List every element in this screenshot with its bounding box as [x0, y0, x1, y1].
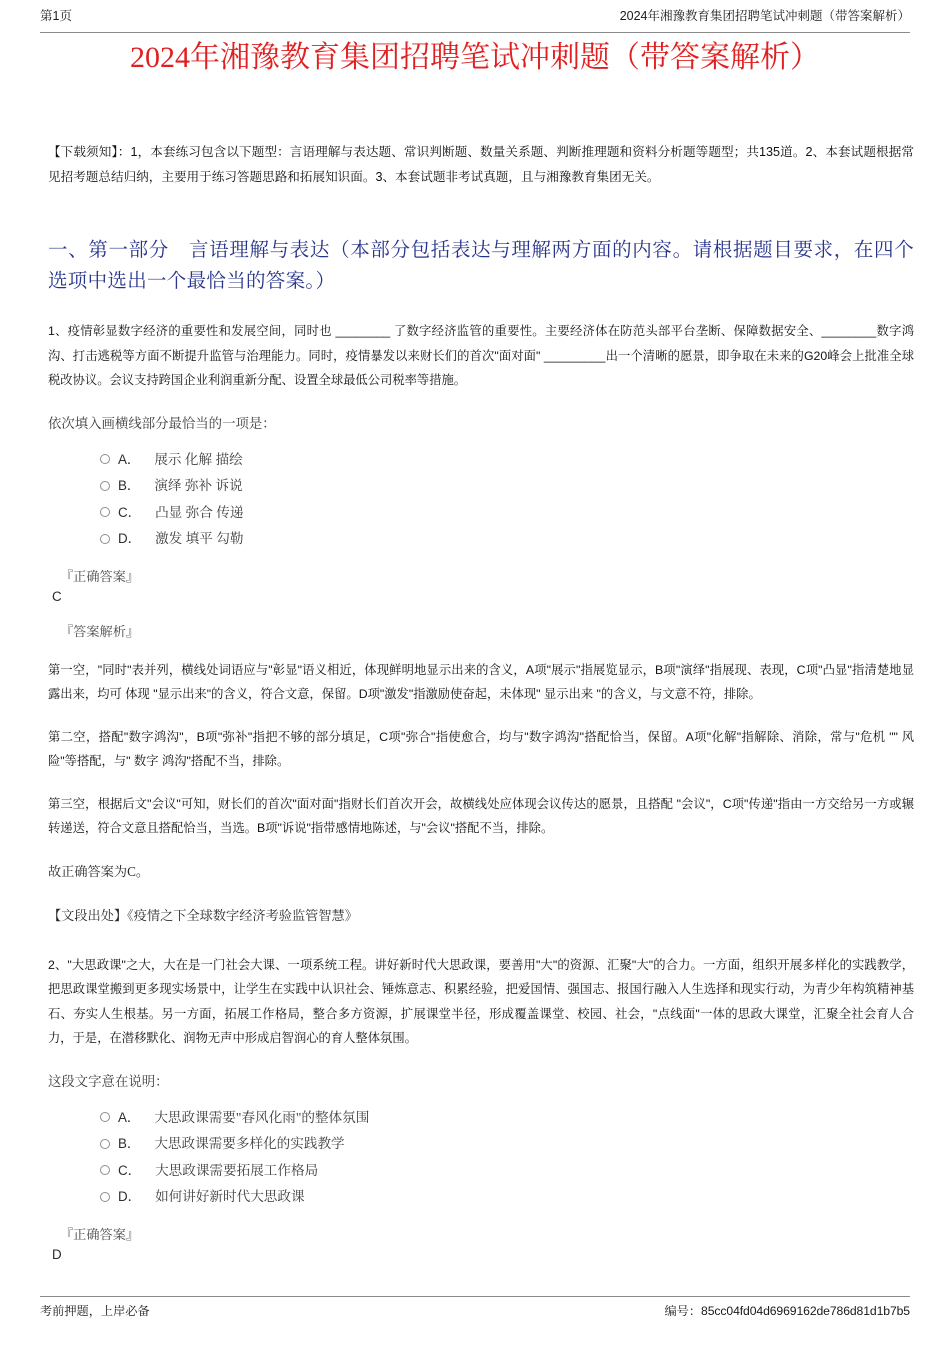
- page-header: [40, 8, 910, 33]
- correct-answer-label: 『正确答案』: [60, 1226, 140, 1242]
- footer-slogan: 考前押题，上岸必备: [40, 1304, 150, 1318]
- option-a[interactable]: [100, 447, 914, 473]
- option-d[interactable]: [100, 526, 914, 552]
- correct-answer-value: C: [52, 588, 62, 604]
- option-text: 大思政课需要多样化的实践教学: [154, 1136, 345, 1151]
- radio-icon[interactable]: [100, 1112, 110, 1122]
- question-stem: 2、"大思政课"之大，大在是一门社会大课、一项系统工程。讲好新时代大思政课，要善用"大"的资源、汇聚"大"的合力。一方面，组织开展多样化的实践教学，把思政课堂搬到更多现实场景中，让学生在实践中认识社会、锤炼意志、积累经验，把爱国情、强国志、报国行融入人生选择和现实行动，为青少年构筑精神基石、夯实人生根基。另一方面，拓展工作格局，整合多方资源，扩展课堂半径，形成覆盖课堂、校园、社会，"点线面"一体的思政大课堂，汇聚全社会育人合力，于是，在潜移默化、润物无声中形成启智润心的育人整体氛围。: [48, 957, 914, 1045]
- question-spacer: [48, 927, 914, 953]
- option-letter: C．: [118, 504, 142, 520]
- option-a[interactable]: [100, 1105, 914, 1131]
- footer-code: [664, 1303, 910, 1319]
- source-title: 《疫情之下全球数字经济考验监管智慧》: [127, 907, 358, 923]
- page-footer: [40, 1296, 910, 1327]
- page-title: 2024年湘豫教育集团招聘笔试冲刺题（带答案解析）: [130, 41, 820, 74]
- radio-icon[interactable]: [100, 481, 110, 491]
- option-letter: B．: [118, 1136, 141, 1151]
- question-stem: 1、疫情彰显数字经济的重要性和发展空间，同时也 ________ 了数字经济监管的重要性。主要经济体在防范头部平台垄断、保障数据安全、________数字鸿沟、打击逃税等方面不断提升监管与治理能力。同时，疫情暴发以来财长们的首次"面对面" _________出一个清晰的愿景，即争取在未来的G20峰会上批准全球税改协议。会议支持跨国企业利润重新分配、设置全球最低公司税率等措施。: [48, 324, 914, 387]
- option-text: 演绎 弥补 诉说: [154, 478, 243, 493]
- source-label: 【文段出处】: [48, 907, 128, 923]
- option-letter: D．: [118, 531, 142, 546]
- correct-answer-label: 『正确答案』: [60, 568, 140, 584]
- analysis-paragraph-2: 第二空，搭配"数字鸿沟"，B项"弥补"指把不够的部分填足，C项"弥合"指使愈合，均与"数字鸿沟"搭配恰当，保留。A项"化解"指解除、消除，常与"危机 "" 风险"等搭配，与" 数字 鸿沟"搭配不当，排除。: [48, 729, 914, 768]
- analysis-paragraph-3: 第三空，根据后文"会议"可知，财长们的首次"面对面"指财长们首次开会，故横线处应体现会议传达的愿景，且搭配 "会议"，C项"传递"指由一方交给另一方或辗转递送，符合文意且搭配恰当，当选。B项"诉说"指带感情地陈述，与"会议"搭配不当，排除。: [48, 796, 914, 835]
- running-title: 2024年湘豫教育集团招聘笔试冲刺题（带答案解析）: [619, 9, 910, 23]
- question-prompt: 这段文字意在说明：: [48, 1073, 169, 1089]
- option-text: 如何讲好新时代大思政课: [155, 1189, 305, 1204]
- page-number-label: 第1页: [40, 9, 72, 23]
- question-block-1: [48, 319, 914, 927]
- option-letter: A．: [118, 451, 141, 467]
- radio-icon[interactable]: [100, 1192, 110, 1202]
- footer-code-value: 85cc04fd04d6969162de786d81d1b7b5: [701, 1304, 910, 1318]
- option-letter: B．: [118, 478, 141, 493]
- option-text: 凸显 弥合 传递: [155, 504, 244, 520]
- question-block-2: [48, 953, 914, 1265]
- radio-icon[interactable]: [100, 1139, 110, 1149]
- correct-answer-value: D: [52, 1246, 62, 1262]
- option-letter: A．: [118, 1109, 141, 1125]
- option-list: [100, 447, 914, 552]
- option-list: [100, 1105, 914, 1210]
- section-heading: 一、第一部分 言语理解与表达（本部分包括表达与理解两方面的内容。请根据题目要求，在四个选项中选出一个最恰当的答案。）: [48, 240, 914, 292]
- option-c[interactable]: [100, 1158, 914, 1184]
- download-notice: 【下载须知】：1，本套练习包含以下题型：言语理解与表达题、常识判断题、数量关系题、判断推理题和资料分析题等题型；共135道。2、本套试题根据常见招考题总结归纳，主要用于练习答题思路和拓展知识面。3、本套试题非考试真题，且与湘豫教育集团无关。: [48, 145, 914, 184]
- option-b[interactable]: [100, 473, 914, 499]
- option-text: 大思政课需要"春风化雨"的整体氛围: [154, 1109, 370, 1125]
- option-letter: D．: [118, 1189, 142, 1204]
- radio-icon[interactable]: [100, 1165, 110, 1175]
- option-d[interactable]: [100, 1184, 914, 1210]
- option-b[interactable]: [100, 1131, 914, 1157]
- document-content: [48, 140, 914, 1265]
- answer-analysis-label: 『答案解析』: [60, 623, 140, 639]
- option-c[interactable]: [100, 500, 914, 526]
- option-text: 展示 化解 描绘: [154, 451, 243, 467]
- radio-icon[interactable]: [100, 534, 110, 544]
- radio-icon[interactable]: [100, 507, 110, 517]
- option-text: 大思政课需要拓展工作格局: [155, 1162, 319, 1178]
- option-text: 激发 填平 勾勒: [155, 531, 244, 546]
- analysis-paragraph-1: 第一空，"同时"表并列，横线处词语应与"彰显"语义相近，体现鲜明地显示出来的含义，A项"展示"指展览显示，B项"演绎"指展现、表现，C项"凸显"指清楚地显露出来，均可 体现 "显示出来"的含义，符合文意，保留。D项"激发"指激励使奋起，未体现" 显示出来 "的含义，与文意不符，排除。: [48, 662, 914, 701]
- question-prompt: 依次填入画横线部分最恰当的一项是：: [48, 415, 276, 431]
- analysis-conclusion: 故正确答案为C。: [48, 863, 150, 879]
- source-reference: [48, 905, 914, 927]
- option-letter: C．: [118, 1162, 142, 1178]
- radio-icon[interactable]: [100, 454, 110, 464]
- footer-code-label: 编号：: [664, 1304, 702, 1318]
